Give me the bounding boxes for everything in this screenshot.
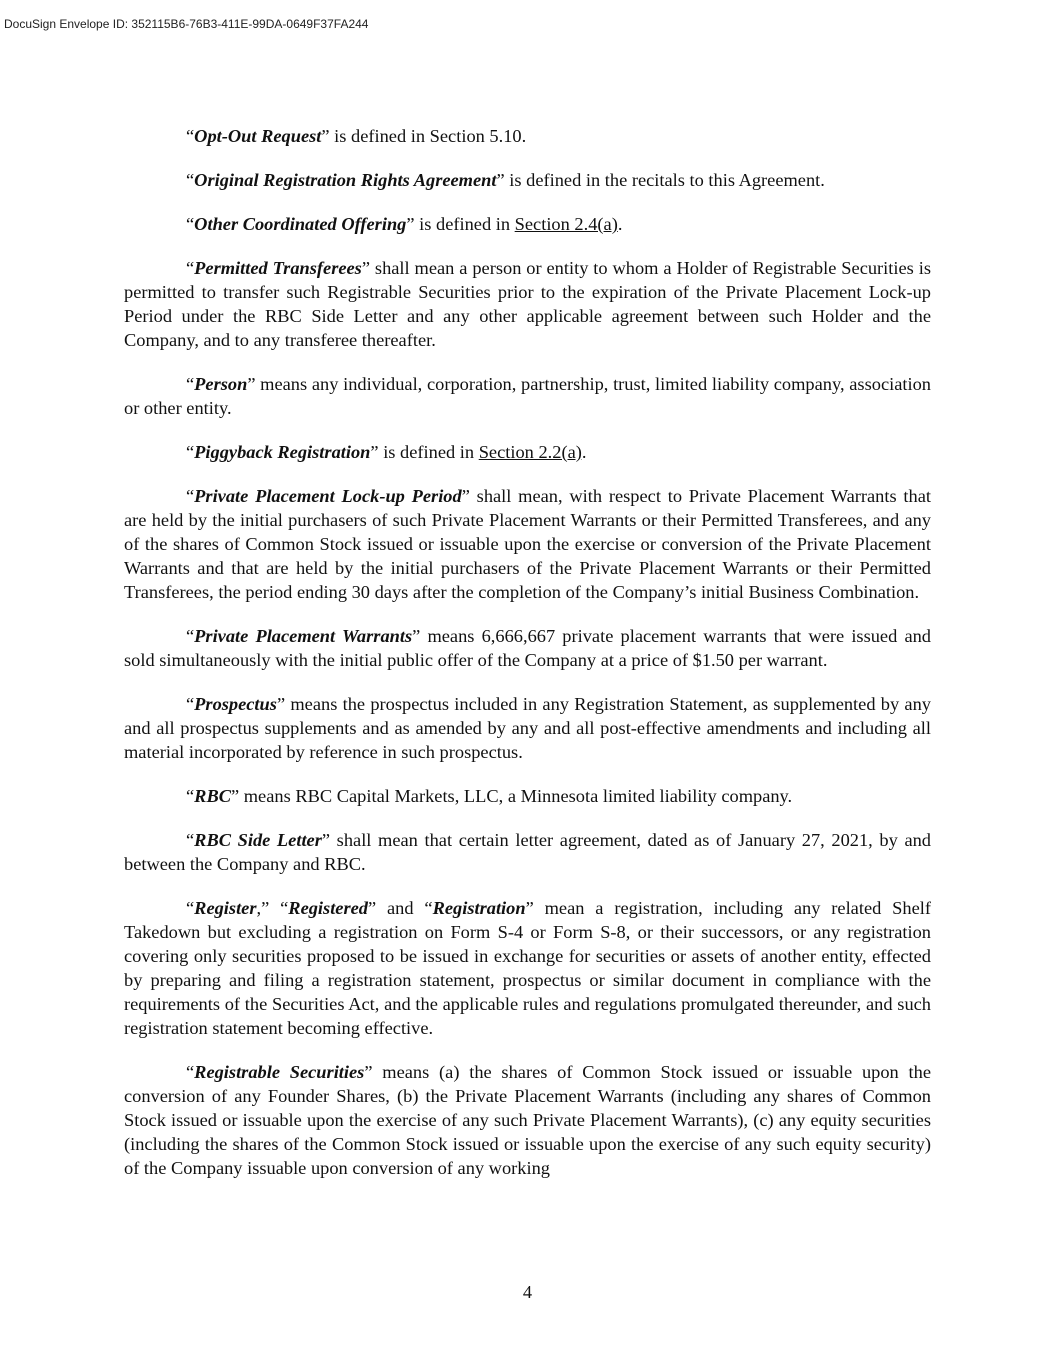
definition-private-placement-warrants: “Private Placement Warrants” means 6,666,667 private placement warrants that were issued and sold simultaneously with the initial public offer of the Company at a price of $1.50 per warrant.	[124, 626, 932, 670]
definition-permitted-transferees: “Permitted Transferees” shall mean a person or entity to whom a Holder of Registrable Securities is permitted to transfer such Registrable Securities prior to the expiration of the Private Placement Lock-up Period under the RBC Side Letter and any other applicable agreement between such Holder and the Company, and to any transferee thereafter.	[124, 258, 931, 350]
section-reference-link: Section 2.4(a)	[514, 214, 618, 234]
defined-term: Registration	[432, 898, 526, 918]
section-reference-link: Section 2.2(a)	[478, 442, 582, 462]
defined-term: Prospectus	[194, 694, 277, 714]
definition-rbc-side-letter: “RBC Side Letter” shall mean that certain letter agreement, dated as of January 27, 2021, by and between the Company and RBC.	[124, 830, 931, 874]
docusign-envelope-id: DocuSign Envelope ID: 352115B6-76B3-411E-99DA-0649F37FA244	[4, 17, 369, 31]
defined-term: Registrable Securities	[194, 1062, 365, 1082]
defined-term: Other Coordinated Offering	[194, 214, 407, 234]
definition-other-coordinated-offering: “Other Coordinated Offering” is defined in Section 2.4(a).	[186, 214, 623, 234]
defined-term: Register	[194, 898, 257, 918]
page-number: 4	[522, 1282, 533, 1302]
definition-register: “Register,” “Registered” and “Registration” mean a registration, including any related Shelf Takedown but excluding a registration on Form S-4 or Form S-8, or their successors, or any registration covering only securities proposed to be issued in exchange for securities or assets of another entity, effected by preparing and filing a registration statement, prospectus or similar document in compliance with the requirements of the Securities Act, and the applicable rules and regulations promulgated thereunder, and such registration statement becoming effective.	[124, 898, 931, 1038]
defined-term: Private Placement Warrants	[194, 626, 413, 646]
definition-private-placement-lock-up-period: “Private Placement Lock-up Period” shall mean, with respect to Private Placement Warrants that are held by the initial purchasers of such Private Placement Warrants or their Permitted Transferees, and any of the shares of Common Stock issued or issuable upon the exercise or conversion of the Private Placement Warrants and that are held by the initial purchasers of the Private Placement Warrants or their Permitted Transferees, the period ending 30 days after the completion of the Company’s initial Business Combination.	[124, 486, 931, 602]
defined-term: Private Placement Lock-up Period	[194, 486, 462, 506]
definition-opt-out-request: “Opt-Out Request” is defined in Section 5.10.	[186, 126, 527, 146]
defined-term: Opt-Out Request	[194, 126, 322, 146]
defined-term: Permitted Transferees	[194, 258, 362, 278]
defined-term: RBC	[194, 786, 231, 806]
definition-registrable-securities: “Registrable Securities” means (a) the shares of Common Stock issued or issuable upon the conversion of any Founder Shares, (b) the Private Placement Warrants (including any shares of Common Stock issued or issuable upon the exercise of any such Private Placement Warrants), (c) any equity securities (including the shares of the Common Stock issued or issuable upon the exercise of any such equity security) of the Company issuable upon conversion of any working	[124, 1062, 931, 1178]
defined-term: Person	[194, 374, 248, 394]
defined-term: RBC Side Letter	[194, 830, 322, 850]
definition-person: “Person” means any individual, corporation, partnership, trust, limited liability company, association or other entity.	[124, 374, 931, 418]
definition-rbc: “RBC” means RBC Capital Markets, LLC, a Minnesota limited liability company.	[186, 786, 793, 806]
document-body	[124, 124, 931, 1200]
definition-original-registration-rights-agreement: “Original Registration Rights Agreement” is defined in the recitals to this Agreement.	[186, 170, 825, 190]
defined-term: Registered	[288, 898, 368, 918]
defined-term: Original Registration Rights Agreement	[194, 170, 497, 190]
defined-term: Piggyback Registration	[194, 442, 371, 462]
definition-prospectus: “Prospectus” means the prospectus included in any Registration Statement, as supplemented by any and all prospectus supplements and as amended by any and all post-effective amendments and including all material incorporated by reference in such prospectus.	[124, 694, 931, 762]
definition-piggyback-registration: “Piggyback Registration” is defined in Section 2.2(a).	[186, 442, 587, 462]
